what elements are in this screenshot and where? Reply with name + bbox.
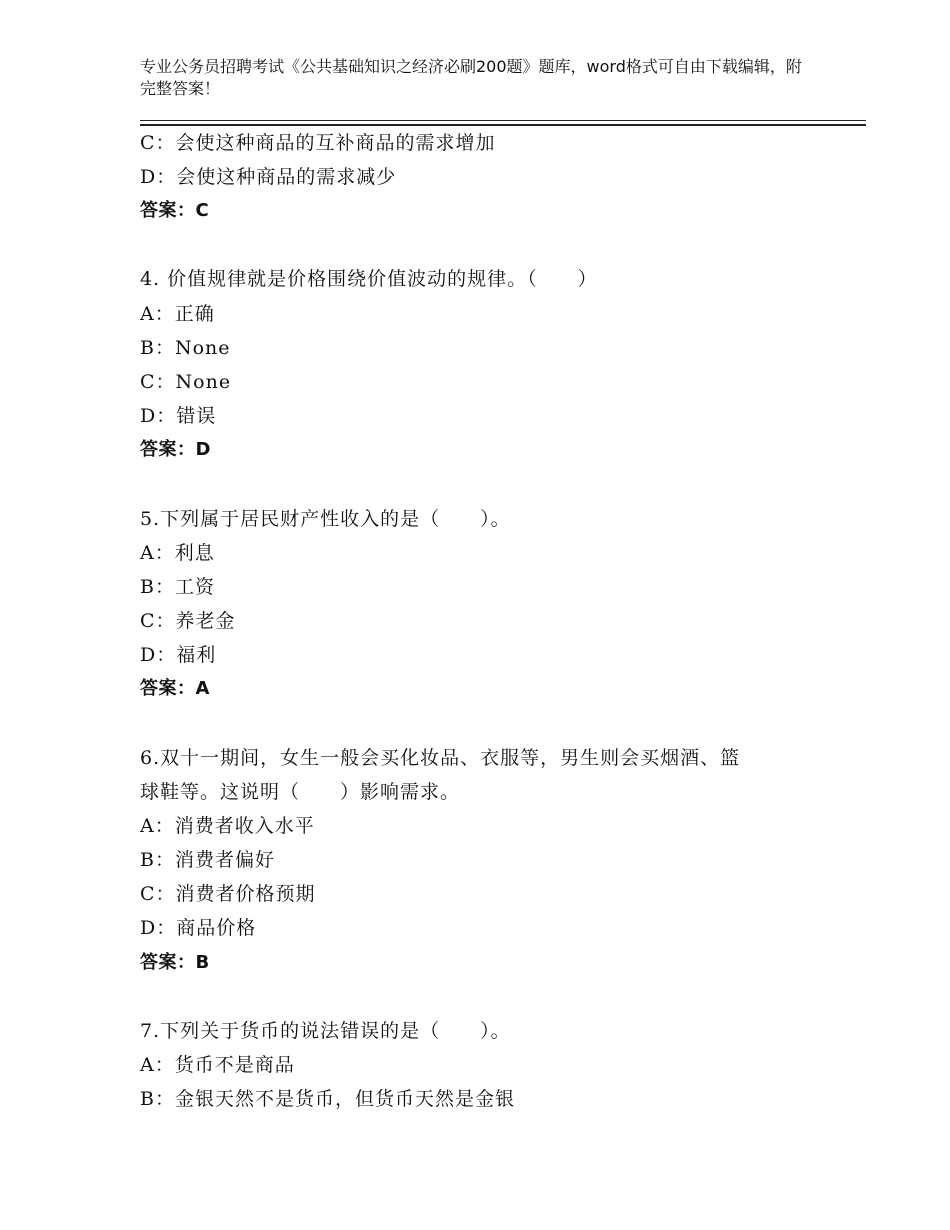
option-a: A：利息 [140, 542, 215, 564]
question-stem: 7.下列关于货币的说法错误的是（ ）。 [140, 1020, 511, 1042]
question-stem: 4. 价值规律就是价格围绕价值波动的规律。（ ） [140, 268, 598, 290]
question-stem-continued: 球鞋等。这说明（ ）影响需求。 [140, 781, 461, 803]
option-b: B：工资 [140, 576, 215, 598]
answer: 答案：D [140, 439, 211, 460]
question-stem: 6.双十一期间，女生一般会买化妆品、衣服等，男生则会买烟酒、篮 [140, 747, 741, 769]
option-a: A：消费者收入水平 [140, 815, 315, 837]
option-d: D：福利 [140, 644, 217, 666]
header-rule-thick [140, 124, 866, 126]
option-d: D：会使这种商品的需求减少 [140, 166, 397, 188]
question-stem: 5.下列属于居民财产性收入的是（ ）。 [140, 508, 511, 530]
option-d: D：商品价格 [140, 917, 257, 939]
option-c: C：养老金 [140, 610, 236, 632]
answer: 答案：A [140, 678, 210, 699]
answer: 答案：C [140, 200, 210, 221]
option-a: A：货币不是商品 [140, 1054, 295, 1076]
option-a: A：正确 [140, 303, 215, 325]
option-d: D：错误 [140, 405, 217, 427]
header-rule-thin [140, 120, 866, 121]
option-c: C：None [140, 371, 232, 393]
option-b: B：金银天然不是货币，但货币天然是金银 [140, 1088, 515, 1110]
answer: 答案：B [140, 952, 210, 973]
option-b: B：消费者偏好 [140, 849, 275, 871]
option-c: C：消费者价格预期 [140, 883, 316, 905]
option-b: B：None [140, 337, 231, 359]
option-c: C：会使这种商品的互补商品的需求增加 [140, 132, 496, 154]
page-header: 专业公务员招聘考试《公共基础知识之经济必刷200题》题库，word格式可自由下载编辑，附完整答案！ [140, 57, 802, 98]
